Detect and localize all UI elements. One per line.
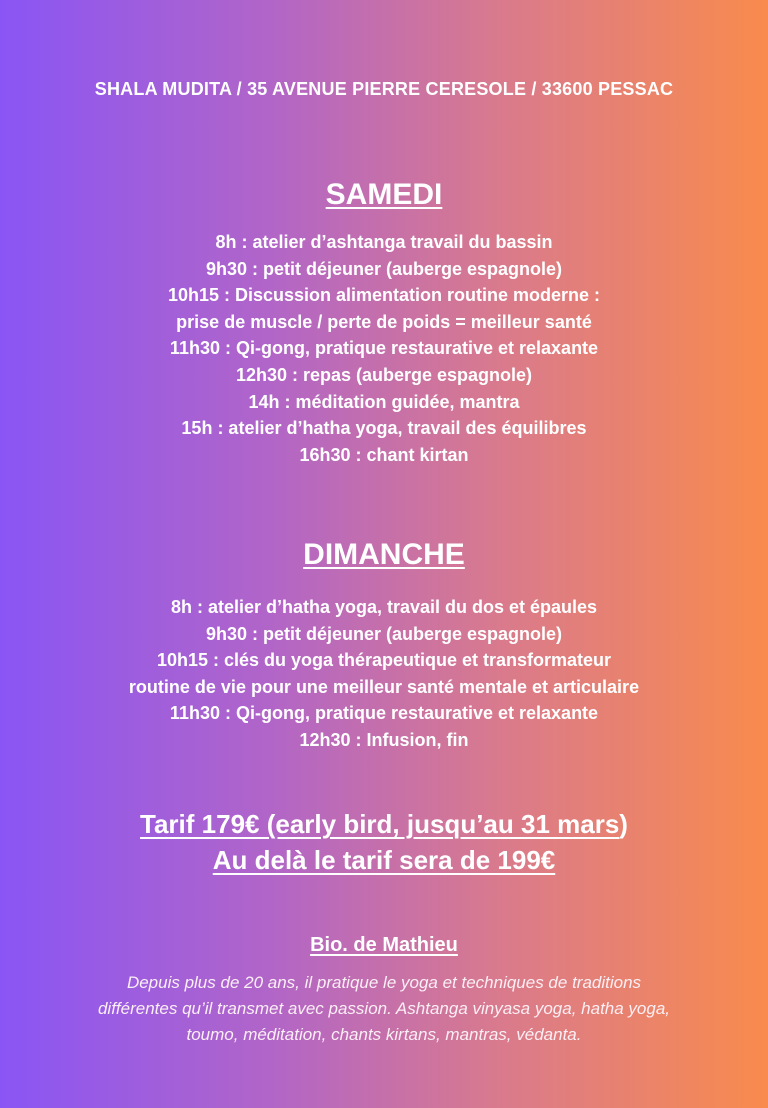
schedule-line: 12h30 : repas (auberge espagnole) — [235, 364, 533, 385]
schedule-line: 9h30 : petit déjeuner (auberge espagnole) — [205, 623, 563, 644]
early-bird-price-close: ) — [619, 809, 628, 839]
schedule-line: 14h : méditation guidée, mantra — [248, 391, 520, 412]
schedule-line: 9h30 : petit déjeuner (auberge espagnole) — [205, 258, 563, 279]
bio-text — [0, 970, 768, 1048]
schedule-line: 10h15 : clés du yoga thérapeutique et transformateur — [156, 650, 612, 671]
sunday-schedule — [0, 594, 768, 754]
regular-price-text: Au delà le tarif sera de 199€ — [212, 845, 556, 875]
bio-line: toumo, méditation, chants kirtans, mantras, védanta. — [186, 1025, 582, 1044]
schedule-line: 8h : atelier d’ashtanga travail du bassin — [215, 232, 553, 252]
price-block — [0, 806, 768, 878]
bio-line: différentes qu’il transmet avec passion. Ashtanga vinyasa yoga, hatha yoga, — [97, 999, 671, 1018]
schedule-line: prise de muscle / perte de poids = meilleur santé — [176, 311, 592, 332]
schedule-line: routine de vie pour une meilleur santé mentale et articulaire — [128, 676, 640, 697]
schedule-line: 15h : atelier d’hatha yoga, travail des équilibres — [181, 418, 587, 439]
schedule-line: 11h30 : Qi-gong, pratique restaurative et relaxante — [169, 703, 599, 724]
schedule-line: 8h : atelier d’hatha yoga, travail du dos et épaules — [170, 597, 598, 617]
bio-title: Bio. de Mathieu — [310, 934, 458, 956]
saturday-schedule — [0, 229, 768, 468]
schedule-line: 12h30 : Infusion, fin — [299, 729, 469, 750]
early-bird-price-text: Tarif 179€ (early bird, jusqu’au 31 mars — [140, 809, 620, 839]
saturday-title: SAMEDI — [325, 178, 443, 211]
bio-line: Depuis plus de 20 ans, il pratique le yoga et techniques de traditions — [126, 973, 642, 992]
schedule-line: 16h30 : chant kirtan — [299, 444, 469, 465]
regular-price — [0, 842, 768, 878]
schedule-line: 10h15 : Discussion alimentation routine moderne : — [167, 285, 601, 306]
schedule-line: 11h30 : Qi-gong, pratique restaurative et relaxante — [169, 338, 599, 359]
venue-address: SHALA MUDITA / 35 AVENUE PIERRE CERESOLE / 33600 PESSAC — [94, 79, 674, 99]
early-bird-price — [0, 806, 768, 842]
sunday-title: DIMANCHE — [303, 538, 465, 571]
